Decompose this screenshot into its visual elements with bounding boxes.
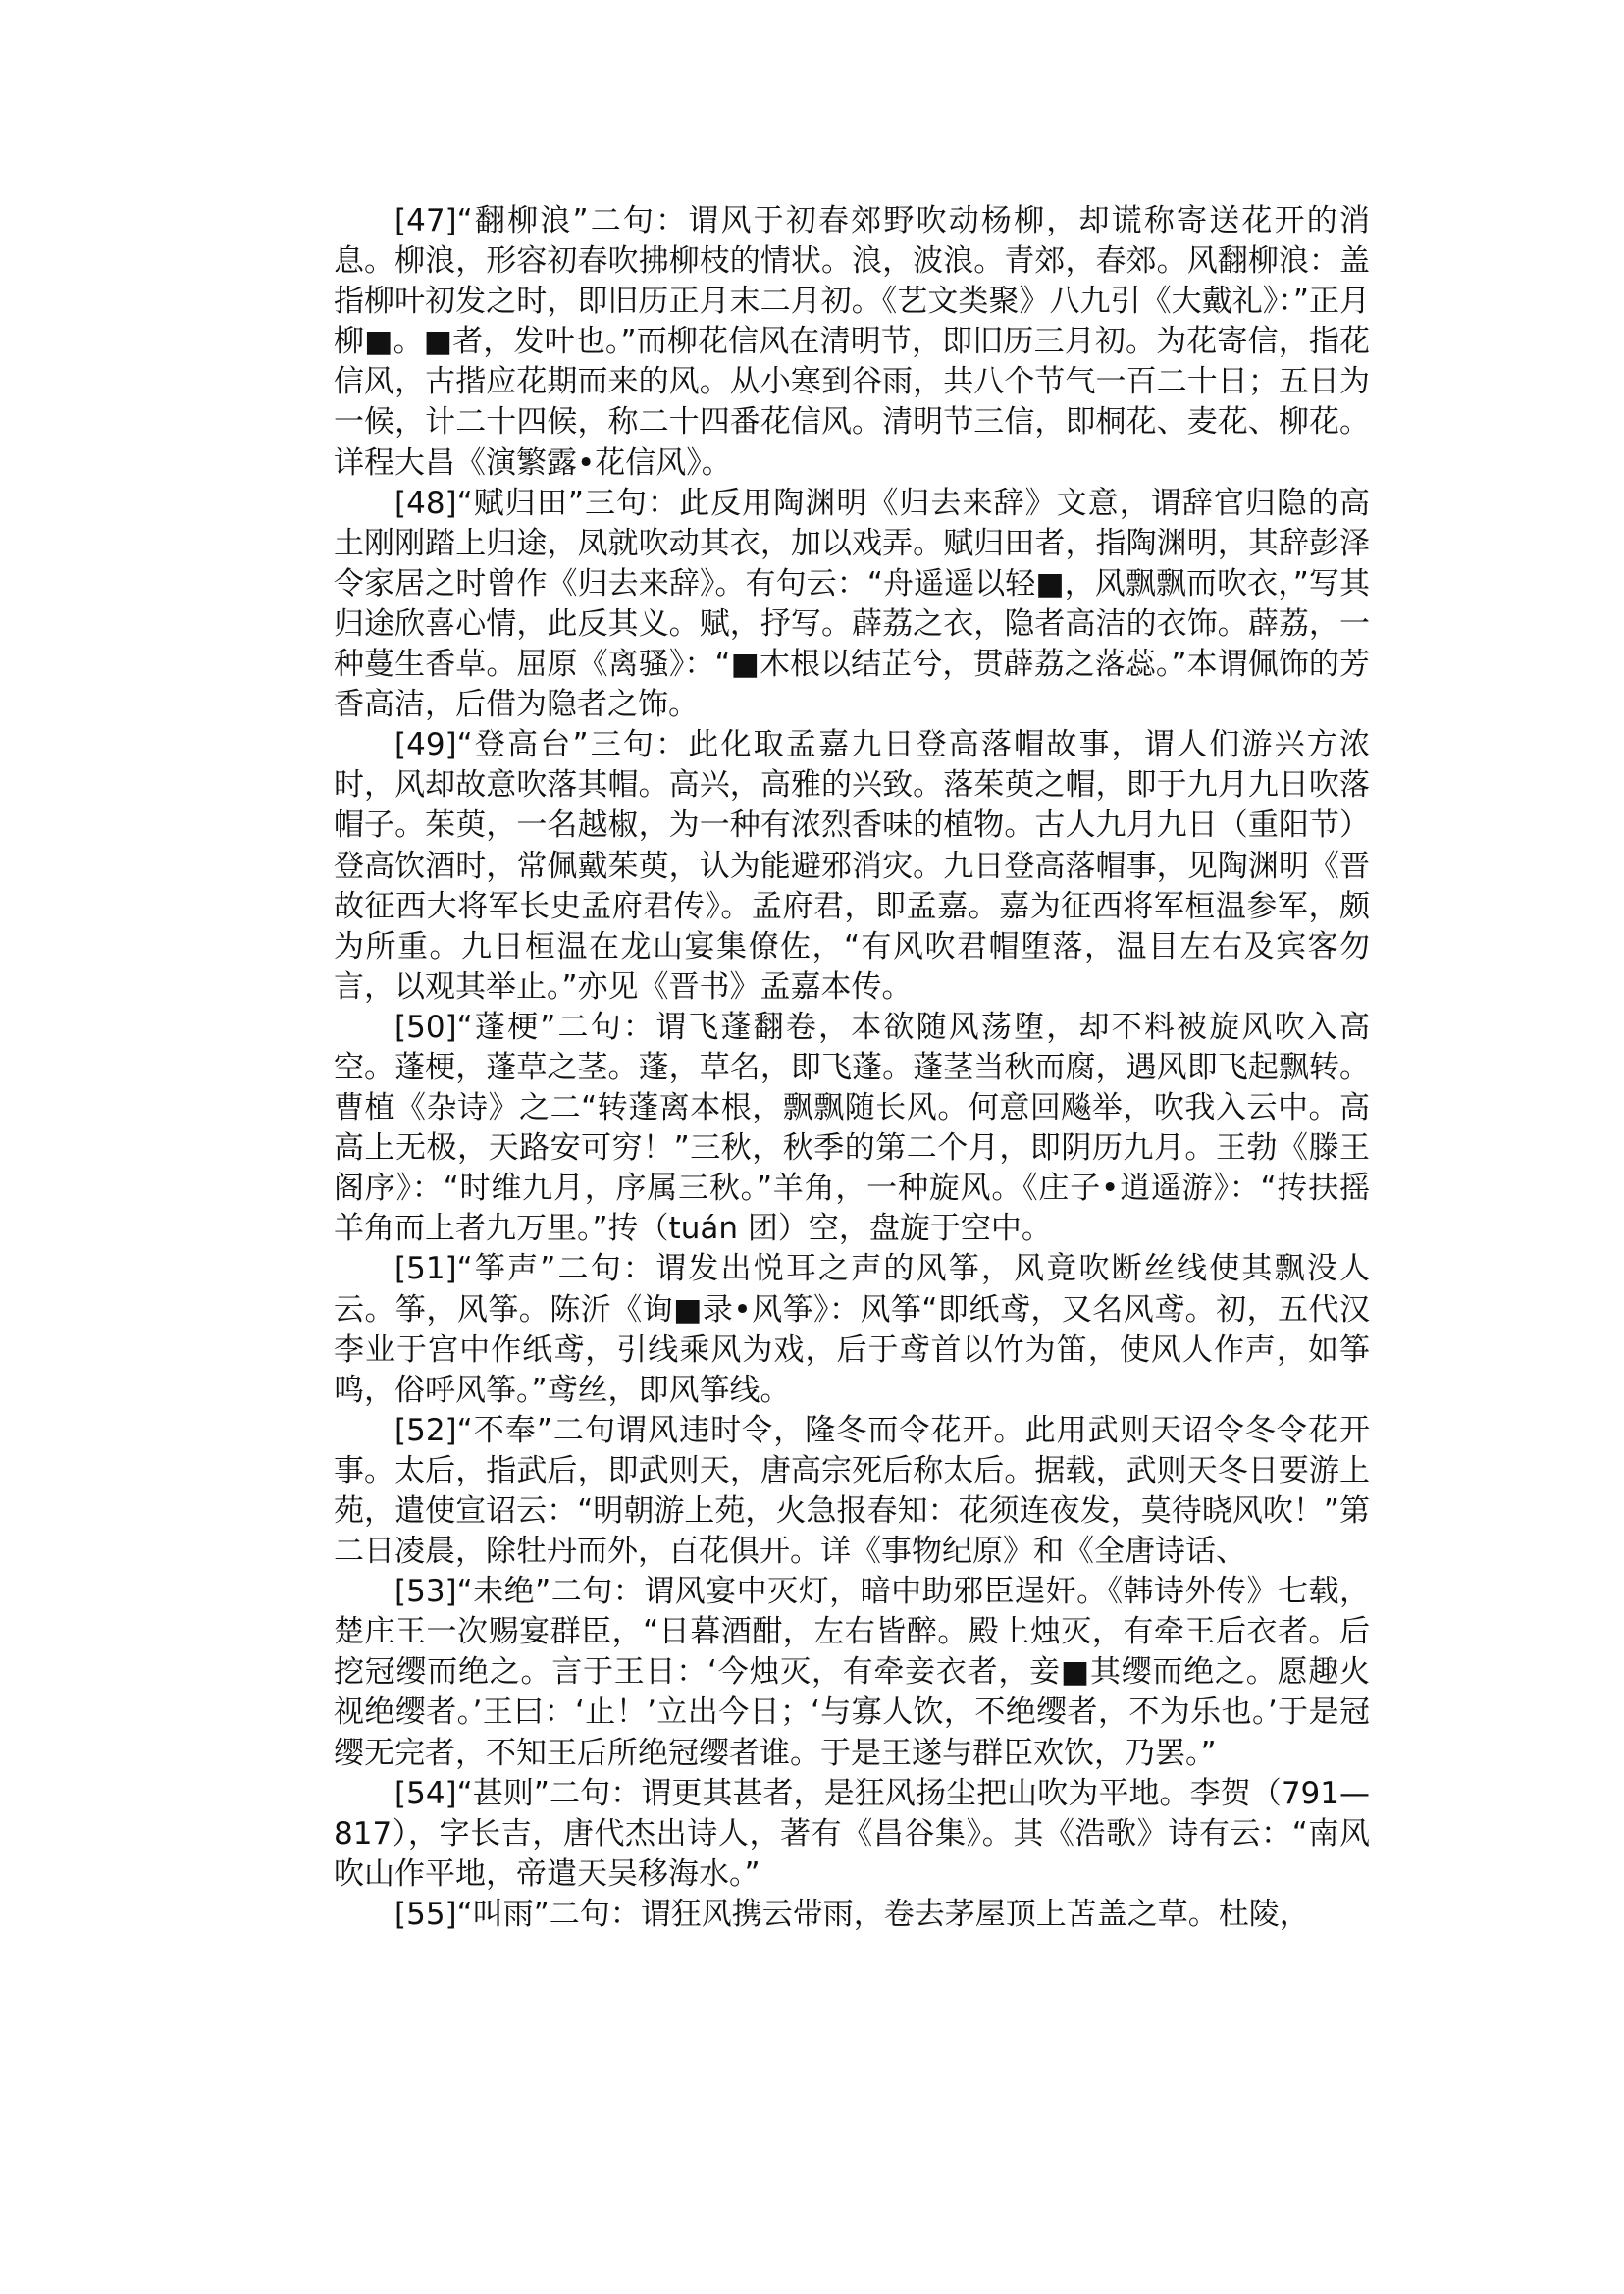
- note-number: [47]: [394, 203, 457, 238]
- note-number: [52]: [394, 1412, 457, 1448]
- note-text: “未绝”二句：谓风宴中灭灯，暗中助邪臣逞奸。《韩诗外传》七载，楚庄王一次赐宴群臣，“日暮酒酣，左右皆醉。殿上烛灭，有牵王后衣者。后挖冠缨而绝之。言于王日：‘今烛灭，有牵妾衣者，妾■其缨而绝之。愿趣火视绝缨者。’王曰：‘止！’立出今日；‘与寡人饮，不绝缨者，不为乐也。’于是冠缨无完者，不知王后所绝冠缨者谁。于是王遂与群臣欢饮，乃罢。”: [334, 1574, 1370, 1771]
- note-53: [334, 1572, 1370, 1773]
- note-number: [53]: [394, 1574, 457, 1610]
- note-number: [54]: [394, 1775, 457, 1811]
- note-51: [334, 1249, 1370, 1410]
- note-text: “登高台”三句：此化取孟嘉九日登高落帽故事，谓人们游兴方浓时，风却故意吹落其帽。高兴，高雅的兴致。落茱萸之帽，即于九月九日吹落帽子。茱萸，一名越椒，为一种有浓烈香味的植物。古人九月九日（重阳节）登高饮酒时，常佩戴茱萸，认为能避邪消灾。九日登高落帽事，见陶渊明《晋故征西大将军长史孟府君传》。孟府君，即孟嘉。嘉为征西将军桓温参军，颇为所重。九日桓温在龙山宴集僚佐，“有风吹君帽堕落，温目左右及宾客勿言，以观其举止。”亦见《晋书》孟嘉本传。: [334, 727, 1370, 1005]
- note-55: [334, 1895, 1370, 1935]
- note-text: “筝声”二句：谓发出悦耳之声的风筝，风竟吹断丝线使其飘没人云。筝，风筝。陈沂《询■录•风筝》：风筝“即纸鸢，又名风鸢。初，五代汉李业于宫中作纸鸢，引线乘风为戏，后于鸢首以竹为笛，使风人作声，如筝鸣，俗呼风筝。”鸢丝，即风筝线。: [334, 1251, 1370, 1408]
- annotation-body: [334, 201, 1370, 1935]
- note-number: [50]: [394, 1009, 457, 1045]
- note-47: [334, 201, 1370, 484]
- note-number: [48]: [394, 485, 457, 521]
- note-number: [49]: [394, 727, 457, 763]
- note-52: [334, 1411, 1370, 1572]
- note-text: “不奉”二句谓风违时令，隆冬而令花开。此用武则天诏令冬令花开事。太后，指武后，即武则天，唐高宗死后称太后。据载，武则天冬日要游上苑，遣使宣诏云：“明朝游上苑，火急报春知：花须连夜发，莫待晓风吹！”第二日凌晨，除牡丹而外，百花俱开。详《事物纪原》和《全唐诗话、: [334, 1412, 1370, 1570]
- note-text: “翻柳浪”二句：谓风于初春郊野吹动杨柳，却谎称寄送花开的消息。柳浪，形容初春吹拂柳枝的情状。浪，波浪。青郊，春郊。风翻柳浪：盖指柳叶初发之时，即旧历正月末二月初。《艺文类聚》八九引《大戴礼》：”正月柳■。■者，发叶也。”而柳花信风在清明节，即旧历三月初。为花寄信，指花信风，古揩应花期而来的风。从小寒到谷雨，共八个节气一百二十日；五日为一候，计二十四候，称二十四番花信风。清明节三信，即桐花、麦花、柳花。详程大昌《演繁露•花信风》。: [334, 203, 1370, 481]
- note-48: [334, 484, 1370, 726]
- note-49: [334, 725, 1370, 1008]
- note-text: “赋归田”三句：此反用陶渊明《归去来辞》文意，谓辞官归隐的高土刚刚踏上归途，凤就吹动其衣，加以戏弄。赋归田者，指陶渊明，其辞彭泽令家居之时曾作《归去来辞》。有句云：“舟遥遥以轻■，风飘飘而吹衣，”写其归途欣喜心情，此反其义。赋，抒写。薜荔之衣，隐者高洁的衣饰。薜荔，一种蔓生香草。屈原《离骚》：“■木根以结芷兮，贯薜荔之落蕊。”本谓佩饰的芳香高洁，后借为隐者之饰。: [334, 485, 1370, 723]
- note-50: [334, 1008, 1370, 1250]
- note-text: “叫雨”二句：谓狂风携云带雨，卷去茅屋顶上苫盖之草。杜陵，: [456, 1896, 1310, 1932]
- note-text: “甚则”二句：谓更其甚者，是狂风扬尘把山吹为平地。李贺（791—817），字长吉，唐代杰出诗人，著有《昌谷集》。其《浩歌》诗有云：“南风吹山作平地，帝遣天吴移海水。”: [334, 1775, 1370, 1892]
- note-number: [51]: [394, 1251, 457, 1287]
- note-text: “蓬梗”二句：谓飞蓬翻卷，本欲随风荡堕，却不料被旋风吹入高空。蓬梗，蓬草之茎。蓬，草名，即飞蓬。蓬茎当秋而腐，遇风即飞起飘转。曹植《杂诗》之二“转蓬离本根，飘飘随长风。何意回飚举，吹我入云中。高高上无极，天路安可穷！”三秋，秋季的第二个月，即阴历九月。王勃《滕王阁序》：“时维九月，序属三秋。”羊角，一种旋风。《庄子•逍遥游》：“抟扶摇羊角而上者九万里。”抟（tuán 团）空，盘旋于空中。: [334, 1009, 1370, 1247]
- note-number: [55]: [394, 1896, 457, 1932]
- note-54: [334, 1774, 1370, 1895]
